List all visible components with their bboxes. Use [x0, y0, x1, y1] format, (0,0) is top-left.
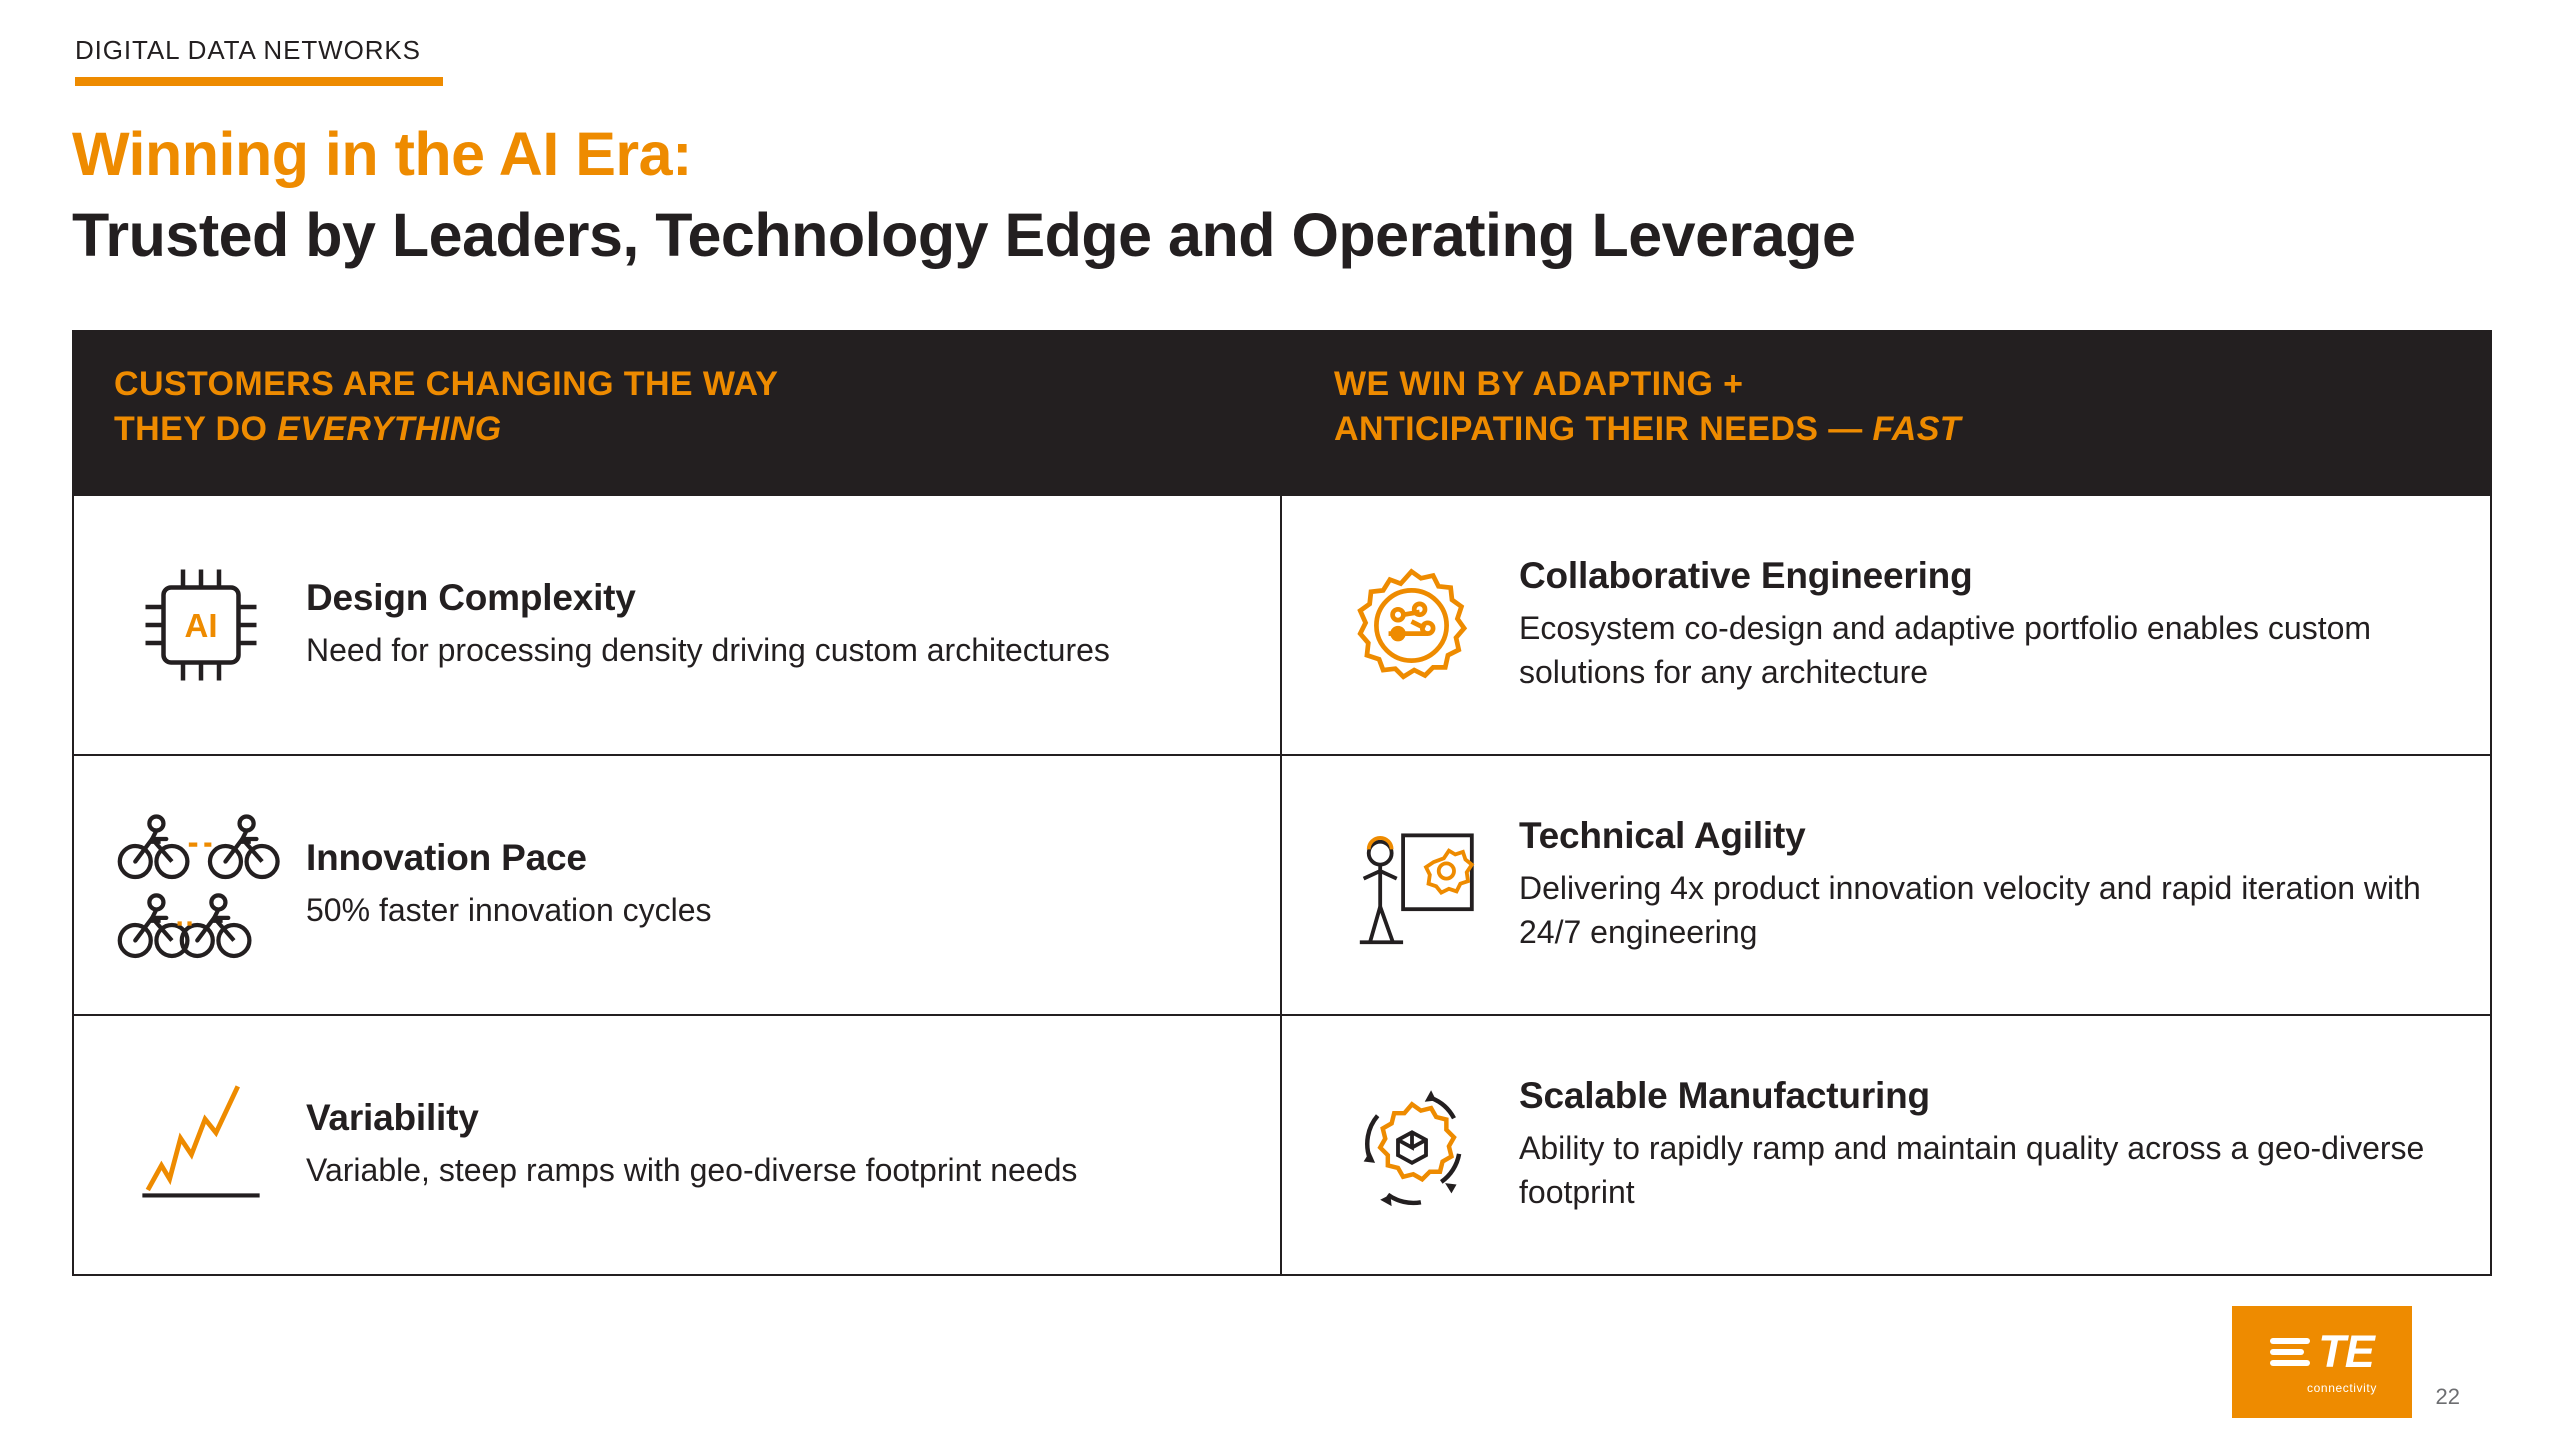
table-cell-right — [1282, 756, 2490, 1014]
cyclists-race-icon — [96, 808, 306, 963]
item-title: Technical Agility — [1519, 815, 1806, 856]
item-text — [306, 578, 1246, 672]
header-left-line2-emphasis: EVERYTHING — [277, 409, 502, 448]
item-description: Ecosystem co-design and adaptive portfolio enables custom solutions for any architecture — [1519, 609, 2372, 690]
table-cell-left — [74, 756, 1282, 1014]
ai-chip-icon — [96, 550, 306, 700]
eyebrow-rule — [75, 77, 443, 86]
item-description: Ability to rapidly ramp and maintain quality across a geo-diverse footprint — [1519, 1129, 2425, 1210]
table-header-left — [74, 332, 1282, 494]
item-title: Innovation Pace — [306, 837, 587, 879]
table-cell-left — [74, 496, 1282, 754]
engineer-gear-icon — [1304, 810, 1519, 960]
header-right-line2-plain: ANTICIPATING THEIR NEEDS — — [1334, 409, 1873, 448]
eyebrow-block — [75, 35, 443, 86]
table-row — [74, 494, 2490, 754]
item-text — [1519, 816, 2456, 954]
eyebrow-label: DIGITAL DATA NETWORKS — [75, 35, 421, 65]
item-text — [1519, 556, 2456, 694]
table-header-row — [74, 332, 2490, 494]
table-cell-right — [1282, 1016, 2490, 1274]
header-left-line1: CUSTOMERS ARE CHANGING THE WAY — [114, 365, 779, 403]
item-description: Variable, steep ramps with geo-diverse footprint needs — [306, 1151, 1078, 1188]
logo-wordmark: TE — [2318, 1326, 2374, 1377]
header-right-line1: WE WIN BY ADAPTING + — [1334, 365, 1744, 403]
gear-network-icon — [1304, 558, 1519, 693]
svg-text:AI: AI — [184, 607, 218, 644]
item-title: Collaborative Engineering — [1519, 555, 1973, 596]
item-description: Need for processing density driving custom architectures — [306, 631, 1110, 668]
page-number: 22 — [2435, 1384, 2460, 1409]
table-row — [74, 754, 2490, 1014]
item-title: Scalable Manufacturing — [1519, 1075, 1930, 1116]
logo-marks — [2270, 1326, 2374, 1377]
item-description: 50% faster innovation cycles — [306, 891, 712, 928]
item-title: Design Complexity — [306, 577, 636, 619]
item-text — [306, 1098, 1246, 1192]
header-right-line2-emphasis: FAST — [1872, 409, 1961, 448]
page-title-secondary: Trusted by Leaders, Technology Edge and Operating Leverage — [72, 201, 1856, 269]
table-cell-left — [74, 1016, 1282, 1274]
item-text — [306, 838, 1246, 932]
growth-chart-icon — [96, 1070, 306, 1220]
item-text — [1519, 1076, 2456, 1214]
te-connectivity-logo — [2232, 1306, 2412, 1418]
item-title: Variability — [306, 1097, 479, 1139]
header-left-line2-plain: THEY DO — [114, 409, 278, 448]
table-header-right — [1282, 332, 2490, 494]
item-description: Delivering 4x product innovation velocity and rapid iteration with 24/7 engineering — [1519, 869, 2421, 950]
header-left-line2 — [114, 407, 1282, 452]
page-title-primary: Winning in the AI Era: — [72, 120, 692, 188]
cube-gear-cycle-icon — [1304, 1075, 1519, 1215]
comparison-table — [72, 330, 2492, 1276]
header-right-line2 — [1334, 407, 2490, 452]
table-row — [74, 1014, 2490, 1274]
logo-bars-icon — [2270, 1338, 2310, 1366]
logo-tagline: connectivity — [2307, 1381, 2377, 1395]
table-cell-right — [1282, 496, 2490, 754]
